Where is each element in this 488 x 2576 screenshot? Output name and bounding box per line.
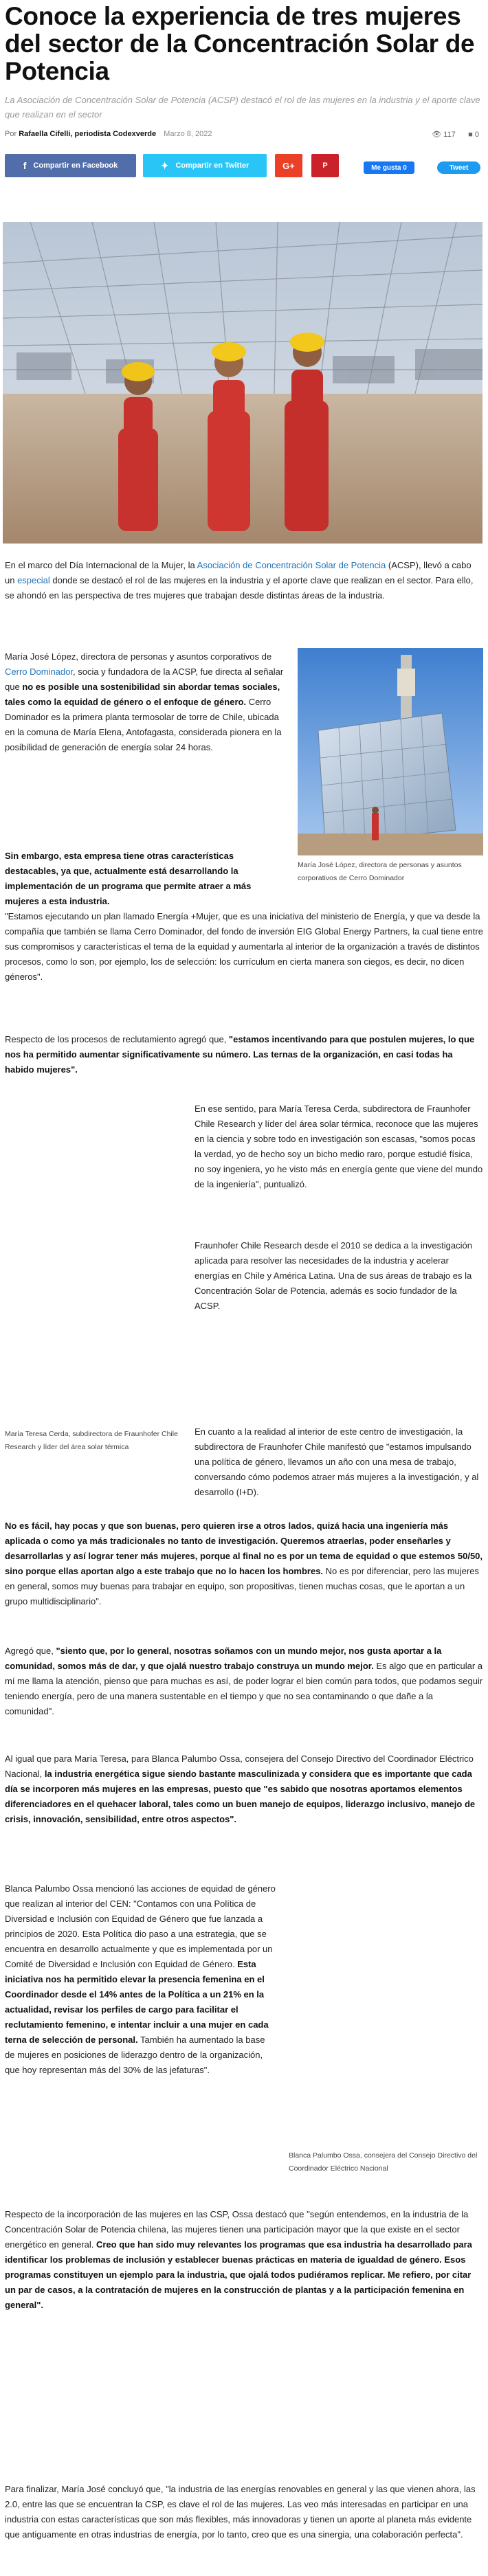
paragraph: "Estamos ejecutando un plan llamado Energía +Mujer, que es una iniciativa del ministerio de Energía, y que va desde la compañía que también se llama Cerro Dominador, del fondo de inversión EIG Global Energy Partners, la cual tiene entre sus compromisos y características el tema de la equidad y aumentarla al interior de la organización a través de distintos procesos, como lo son, por ejemplo, los de selección: los currículum en cierta manera son ciegos, es decir, no dicen géneros". [5, 911, 483, 982]
article-stats [432, 130, 479, 139]
facebook-icon: f [23, 160, 27, 171]
paragraph: Sin embargo, esta empresa tiene otras características destacables, ya que, actualmente está desarrollando la implementación de un programa que permite atraer a más mujeres a esta industria. [5, 851, 252, 906]
paragraph: En ese sentido, para María Teresa Cerda, subdirectora de Fraunhofer Chile Research y líder del área solar térmica, reconoce que las mujeres en la ciencia y sobre todo en investigación son escasas, "somos pocas la verdad, yo de hecho soy un bicho medio raro, porque estudié física, no soy ingeniera, yo he visto más en energía gente que viene del mundo de la ingeniería", puntualizó. [195, 1104, 483, 1189]
paragraph: María José López, directora de personas y asuntos corporativos de Cerro Dominador, socia y fundadora de la ACSP, fue directa al señalar que no es posible una sostenibilidad sin abordar temas sociales, tales como la equidad de género o el enfoque de género. Cerro Dominador es la primera planta termosolar de torre de Chile, ubicada en la comuna de María Elena, Antofagasta, considerada pionera en la posibilidad de generación de energía solar 24 horas. [5, 651, 284, 752]
hero-image [3, 222, 483, 544]
comments-count[interactable]: 0 [474, 131, 479, 139]
by-label: Por [5, 130, 17, 138]
share-bar [5, 154, 483, 177]
share-googleplus-button[interactable]: G+ [275, 154, 302, 177]
image-caption: Blanca Palumbo Ossa, consejera del Consejo Directivo del Coordinador Eléctrico Nacional [289, 2151, 478, 2173]
image-caption: María José López, directora de personas y asuntos corporativos de Cerro Dominador [298, 861, 462, 882]
paragraph: En el marco del Día Internacional de la Mujer, la Asociación de Concentración Solar de Potencia (ACSP), llevó a cabo un especial donde se destacó el rol de las mujeres en la industria y el aporte clave que realizan en el sector. Para ello, se ahondó en las perspectiva de tres mujeres que trabajan desde distintas áreas de la industria. [5, 560, 474, 601]
especial-link[interactable]: especial [17, 575, 50, 585]
paragraph: En cuanto a la realidad al interior de este centro de investigación, la subdirectora de Fraunhofer Chile manifestó que "estamos impulsando una política de género, llevamos un año con una mesa de trabajo, conversando cómo podemos atraer más mujeres a la investigación, y al desarrollo (I+D). [195, 1426, 479, 1497]
comment-icon: ■ [468, 131, 473, 139]
publish-date: Marzo 8, 2022 [164, 130, 212, 138]
paragraph: Al igual que para María Teresa, para Blanca Palumbo Ossa, consejera del Consejo Directivo del Coordinador Eléctrico Nacional, la industria energética sigue siendo bastante masculinizada y considera que es importante que cada día se incorporen más mujeres en las empresas, puesto que "es sabido que nosotras aportamos elementos diferenciadores en el quehacer laboral, tales como un buen manejo de equipos, liderazgo inclusivo, manejo de crisis, innovación, sensibilidad, entre otros aspectos". [5, 1754, 476, 1824]
acsp-link[interactable]: Asociación de Concentración Solar de Potencia [197, 560, 386, 570]
palumbo-image [289, 1881, 483, 2146]
share-pinterest-button[interactable]: P [311, 154, 339, 177]
paragraph: Para finalizar, María José concluyó que, "la industria de las energías renovables en general y las que vienen ahora, las 2.0, entre las que se encuentran la CSP, es clave el rol de las mujeres. Las veo más interesadas en participar en una industria con estas características que son más flexibles, más innovadoras y tienen un aporte al planeta más evidente que antiguamente en otras industrias de energía, por lo tanto, creo que es una sinergia, una colaboración perfecta". [5, 2484, 476, 2540]
paragraph: Blanca Palumbo Ossa mencionó las acciones de equidad de género que realizan al interior del CEN: "Contamos con una Política de Diversidad e Inclusión con Equidad de Género que fue lanzada a principios de 2020. Esta Política dio paso a una estrategia, que se encuentra en desarrollo actualmente y que es implementada por un Comité de Diversidad e Inclusión con Equidad de Género. Esta iniciativa nos ha permitido elevar la presencia femenina en el Coordinador desde el 14% antes de la Política a un 21% en la actualidad, revisar los perfiles de cargo para facilitar el reclutamiento femenino, e intentar incluir a una mujer en cada terna de selección de personal. También ha aumentado la base de mujeres en posiciones de liderazgo dentro de la organización, que hoy representan más del 30% de las jefaturas". [5, 1883, 276, 2075]
author-link[interactable]: Rafaella Cifelli, periodista Codexverde [19, 130, 157, 138]
solar-tower-image [298, 648, 483, 855]
article-meta [5, 130, 483, 142]
cerro-dominador-link[interactable]: Cerro Dominador [5, 667, 73, 677]
eye-icon: 👁 [432, 131, 442, 139]
facebook-like-button[interactable]: Me gusta 0 [364, 161, 414, 174]
tweet-button[interactable]: Tweet [437, 161, 480, 174]
paragraph: Respecto de la incorporación de las mujeres en las CSP, Ossa destacó que "según entendemos, en la industria de la Concentración Solar de Potencia chilena, las mujeres tienen una participación mayor que la que existe en el sector energético en general. Creo que han sido muy relevantes los programas que esa industria ha desarrollado para identificar los problemas de inclusión y establecer buenas prácticas en materia de igualdad de género. Esos programas constituyen un ejemplo para la industria, que ojalá todos pudiéramos replicar. Me refiero, por citar un par de casos, a la contratación de mujeres en la construcción de plantas y a la participación femenina en general". [5, 2209, 472, 2310]
image-caption: María Teresa Cerda, subdirectora de Fraunhofer Chile Research y líder del área solar térmica [5, 1430, 178, 1451]
paragraph: Respecto de los procesos de reclutamiento agregó que, "estamos incentivando para que postulen mujeres, lo que nos ha permitido aumentar significativamente su número. Las ternas de la organización, en casi todas ha habido mujeres". [5, 1034, 475, 1075]
views-count: 117 [443, 131, 456, 139]
article-excerpt: La Asociación de Concentración Solar de Potencia (ACSP) destacó el rol de las mujeres en la industria y el aporte clave que realizan en el sector [5, 95, 480, 120]
share-facebook-button[interactable]: f Compartir en Facebook [5, 154, 136, 177]
cerda-image [5, 1094, 178, 1422]
paragraph: No es fácil, hay pocas y que son buenas, pero quieren irse a otros lados, quizá hacia una ingeniería más aplicada o como ya más tradicionales no tanto de investigación. Queremos atraerlas, poder enseñarles y desarrollarlas y así lograr tener más mujeres, porque al final no es por un tema de equidad o que estemos 50/50, sino porque ellas aportan algo a este trabajo que no lo hacen los hombres. No es por diferenciar, pero las mujeres en general, somos muy buenas para trabajar en equipo, son propositivas, tienen muchas cosas, que le aportan a un grupo multidisciplinario". [5, 1521, 483, 1606]
paragraph: Fraunhofer Chile Research desde el 2010 se dedica a la investigación aplicada para resolver las necesidades de la industria y acelerar energías en Chile y América Latina. Una de sus áreas de trabajo es la Concentración Solar de Potencia, además es socio fundador de la ACSP. [195, 1240, 472, 1311]
page-title: Conoce la experiencia de tres mujeres del sector de la Concentración Solar de Potencia [5, 2, 475, 85]
share-twitter-button[interactable]: ✦ Compartir en Twitter [143, 154, 267, 177]
paragraph: Agregó que, "siento que, por lo general, nosotras soñamos con un mundo mejor, nos gusta aportar a la comunidad, somos más de dar, y que ojalá nuestro trabajo construya un mundo mejor. Es algo que en particular a mí me llama la atención, pienso que para muchas es así, de poder lograr el bien común para todos, que podamos seguir teniendo energía, pero de una manera sustentable en el tiempo y que no sea contaminando o que dañe a la comunidad". [5, 1646, 483, 1716]
twitter-icon: ✦ [160, 159, 169, 171]
